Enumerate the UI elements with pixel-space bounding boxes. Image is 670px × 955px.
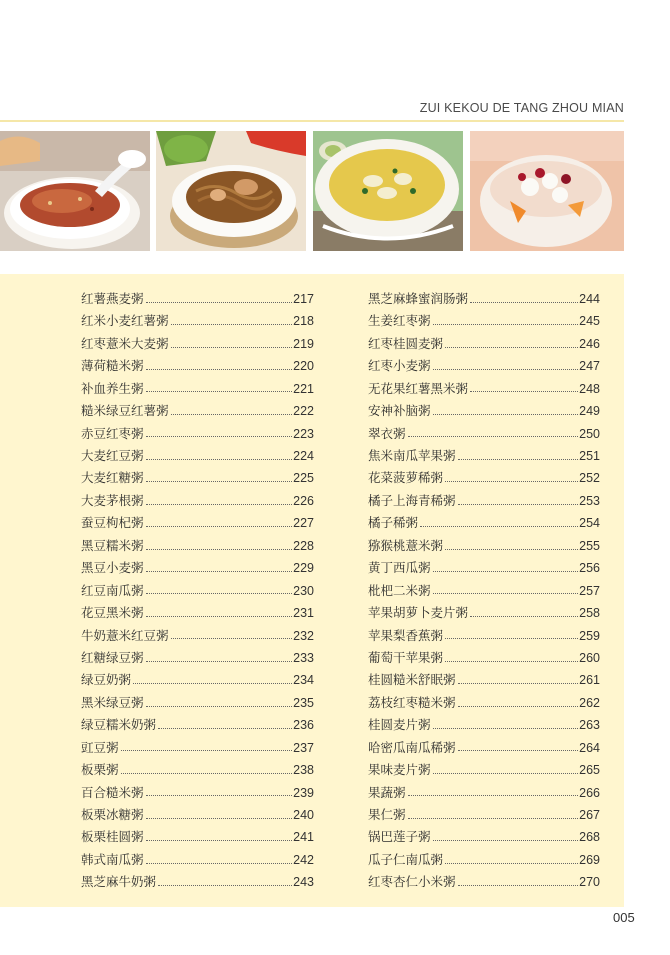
- toc-entry-title: 花菜菠萝稀粥: [368, 470, 444, 486]
- toc-entry[interactable]: [368, 355, 600, 377]
- toc-entry-page: 235: [293, 695, 314, 710]
- toc-entry[interactable]: [368, 288, 600, 310]
- toc-entry[interactable]: [81, 310, 314, 332]
- toc-entry[interactable]: [81, 423, 314, 445]
- toc-entry[interactable]: [368, 333, 600, 355]
- dot-leader: [146, 616, 293, 617]
- toc-entry-page: 236: [293, 718, 314, 733]
- dot-leader: [445, 863, 578, 864]
- dot-leader: [146, 526, 293, 527]
- dot-leader: [433, 728, 579, 729]
- toc-entry-page: 254: [579, 516, 600, 531]
- toc-entry-page: 263: [579, 718, 600, 733]
- toc-entry[interactable]: [368, 557, 600, 579]
- toc-entry-title: 黑米绿豆粥: [81, 694, 144, 710]
- toc-entry[interactable]: [81, 557, 314, 579]
- dot-leader: [146, 818, 293, 819]
- dot-leader: [171, 324, 293, 325]
- toc-entry-page: 217: [293, 291, 314, 306]
- toc-entry-page: 231: [293, 606, 314, 621]
- page-number: 005: [613, 910, 635, 925]
- dot-leader: [433, 414, 579, 415]
- dot-leader: [458, 504, 579, 505]
- toc-entry-page: 245: [579, 314, 600, 329]
- running-header-title: ZUI KEKOU DE TANG ZHOU MIAN: [419, 101, 624, 115]
- dot-leader: [146, 391, 293, 392]
- toc-entry[interactable]: [368, 669, 600, 691]
- toc-entry-title: 生姜红枣粥: [368, 313, 431, 329]
- toc-entry-page: 246: [579, 336, 600, 351]
- toc-entry-title: 百合糙米粥: [81, 784, 144, 800]
- toc-entry-page: 264: [579, 740, 600, 755]
- toc-entry[interactable]: [81, 737, 314, 759]
- dot-leader: [470, 616, 578, 617]
- toc-entry-title: 牛奶薏米红豆粥: [81, 627, 169, 643]
- dot-leader: [433, 324, 579, 325]
- toc-entry[interactable]: [81, 827, 314, 849]
- toc-entry-page: 257: [579, 583, 600, 598]
- toc-entry-title: 苹果梨香蕉粥: [368, 627, 444, 643]
- dot-leader: [146, 504, 293, 505]
- fruit-dessert-bowl-photo: [470, 131, 624, 251]
- toc-entry[interactable]: [81, 602, 314, 624]
- toc-entry[interactable]: [368, 759, 600, 781]
- toc-entry-title: 红枣小麦粥: [368, 358, 431, 374]
- toc-entry-title: 猕猴桃薏米粥: [368, 537, 444, 553]
- toc-entry-page: 270: [579, 875, 600, 890]
- toc-entry[interactable]: [368, 602, 600, 624]
- toc-entry[interactable]: [81, 535, 314, 557]
- toc-entry-page: 221: [293, 381, 314, 396]
- dot-leader: [121, 773, 293, 774]
- dot-leader: [146, 863, 293, 864]
- toc-entry-title: 绿豆奶粥: [81, 672, 132, 688]
- toc-entry[interactable]: [81, 669, 314, 691]
- toc-entry[interactable]: [368, 378, 600, 400]
- toc-entry-page: 238: [293, 763, 314, 778]
- toc-entry[interactable]: [368, 423, 600, 445]
- toc-entry-page: 240: [293, 808, 314, 823]
- toc-entry-title: 橘子上海青稀粥: [368, 492, 456, 508]
- toc-entry-title: 哈密瓜南瓜稀粥: [368, 739, 456, 755]
- toc-entry[interactable]: [368, 692, 600, 714]
- toc-entry[interactable]: [368, 804, 600, 826]
- dot-leader: [133, 683, 292, 684]
- toc-entry[interactable]: [81, 490, 314, 512]
- toc-entry-page: 242: [293, 852, 314, 867]
- toc-entry[interactable]: [368, 535, 600, 557]
- toc-entry-title: 锅巴莲子粥: [368, 829, 431, 845]
- toc-entry-title: 红薯燕麦粥: [81, 290, 144, 306]
- toc-entry-title: 苹果胡萝卜麦片粥: [368, 605, 469, 621]
- dot-leader: [433, 773, 579, 774]
- toc-entry-title: 安神补脑粥: [368, 403, 431, 419]
- toc-entry-title: 果仁粥: [368, 807, 406, 823]
- toc-entry-title: 枇杷二米粥: [368, 582, 431, 598]
- toc-entry[interactable]: [81, 468, 314, 490]
- toc-entry-title: 红枣杏仁小米粥: [368, 874, 456, 890]
- toc-entry-page: 247: [579, 359, 600, 374]
- toc-entry-title: 黑芝麻牛奶粥: [81, 874, 157, 890]
- dot-leader: [458, 885, 579, 886]
- toc-entry[interactable]: [368, 647, 600, 669]
- toc-entry-title: 翠衣粥: [368, 425, 406, 441]
- toc-entry[interactable]: [81, 400, 314, 422]
- toc-entry[interactable]: [81, 849, 314, 871]
- toc-entry-page: 253: [579, 493, 600, 508]
- toc-entry-page: 251: [579, 449, 600, 464]
- toc-entry-title: 红枣桂圆麦粥: [368, 335, 444, 351]
- dot-leader: [146, 369, 293, 370]
- toc-entry-page: 241: [293, 830, 314, 845]
- toc-entry-title: 豇豆粥: [81, 739, 119, 755]
- toc-entry[interactable]: [81, 625, 314, 647]
- dot-leader: [171, 638, 293, 639]
- toc-entry-title: 红枣薏米大麦粥: [81, 335, 169, 351]
- toc-entry-page: 222: [293, 404, 314, 419]
- dot-leader: [146, 459, 293, 460]
- dot-leader: [171, 414, 293, 415]
- dot-leader: [433, 840, 579, 841]
- toc-entry-title: 板栗桂圆粥: [81, 829, 144, 845]
- photo-strip: [0, 131, 624, 251]
- toc-entry-page: 250: [579, 426, 600, 441]
- dot-leader: [445, 549, 578, 550]
- toc-entry-title: 绿豆糯米奶粥: [81, 717, 157, 733]
- toc-entry-title: 补血养生粥: [81, 380, 144, 396]
- toc-entry[interactable]: [368, 625, 600, 647]
- toc-entry-title: 无花果红薯黑米粥: [368, 380, 469, 396]
- toc-entry[interactable]: [81, 647, 314, 669]
- toc-right-column: [368, 288, 600, 894]
- toc-entry-page: 249: [579, 404, 600, 419]
- toc-entry-title: 大麦红豆粥: [81, 448, 144, 464]
- toc-entry-title: 黄丁西瓜粥: [368, 560, 431, 576]
- toc-entry-title: 红豆南瓜粥: [81, 582, 144, 598]
- toc-entry-page: 244: [579, 291, 600, 306]
- dot-leader: [458, 459, 579, 460]
- toc-entry-page: 259: [579, 628, 600, 643]
- toc-entry-title: 花豆黑米粥: [81, 605, 144, 621]
- toc-entry-page: 237: [293, 740, 314, 755]
- toc-entry[interactable]: [81, 714, 314, 736]
- dot-leader: [433, 369, 579, 370]
- toc-entry-title: 葡萄干苹果粥: [368, 649, 444, 665]
- toc-entry-page: 229: [293, 561, 314, 576]
- toc-entry[interactable]: [81, 288, 314, 310]
- toc-entry[interactable]: [368, 827, 600, 849]
- dot-leader: [146, 481, 293, 482]
- dot-leader: [445, 661, 578, 662]
- toc-entry-page: 224: [293, 449, 314, 464]
- dot-leader: [433, 593, 579, 594]
- toc-entry[interactable]: [81, 333, 314, 355]
- toc-entry-title: 黑豆糯米粥: [81, 537, 144, 553]
- toc-entry-title: 红糖绿豆粥: [81, 649, 144, 665]
- table-of-contents-panel: [0, 274, 624, 907]
- toc-entry-title: 韩式南瓜粥: [81, 851, 144, 867]
- dot-leader: [458, 683, 579, 684]
- toc-entry-page: 234: [293, 673, 314, 688]
- dot-leader: [433, 571, 579, 572]
- toc-entry-page: 266: [579, 785, 600, 800]
- toc-entry-page: 243: [293, 875, 314, 890]
- toc-entry[interactable]: [81, 782, 314, 804]
- dot-leader: [146, 795, 293, 796]
- toc-entry-title: 橘子稀粥: [368, 515, 419, 531]
- toc-entry[interactable]: [368, 512, 600, 534]
- toc-entry-title: 荔枝红枣糙米粥: [368, 694, 456, 710]
- toc-entry-page: 230: [293, 583, 314, 598]
- dot-leader: [420, 526, 578, 527]
- toc-entry-page: 258: [579, 606, 600, 621]
- toc-entry-title: 薄荷糙米粥: [81, 358, 144, 374]
- toc-entry[interactable]: [368, 849, 600, 871]
- toc-entry-title: 大麦红糖粥: [81, 470, 144, 486]
- toc-entry-page: 248: [579, 381, 600, 396]
- dot-leader: [408, 436, 579, 437]
- toc-entry[interactable]: [368, 871, 600, 893]
- dot-leader: [470, 302, 578, 303]
- toc-entry-page: 227: [293, 516, 314, 531]
- toc-entry-page: 223: [293, 426, 314, 441]
- toc-entry-page: 228: [293, 538, 314, 553]
- toc-entry-page: 218: [293, 314, 314, 329]
- toc-entry-title: 黑豆小麦粥: [81, 560, 144, 576]
- dot-leader: [121, 750, 293, 751]
- toc-entry[interactable]: [368, 782, 600, 804]
- dot-leader: [458, 706, 579, 707]
- toc-entry-page: 226: [293, 493, 314, 508]
- minced-meat-porridge-photo: [0, 131, 150, 251]
- dot-leader: [458, 750, 579, 751]
- toc-entry-page: 267: [579, 808, 600, 823]
- dot-leader: [470, 391, 578, 392]
- dot-leader: [146, 549, 293, 550]
- toc-left-column: [81, 288, 314, 894]
- toc-entry[interactable]: [81, 759, 314, 781]
- toc-entry[interactable]: [81, 580, 314, 602]
- toc-entry-page: 225: [293, 471, 314, 486]
- toc-entry-page: 220: [293, 359, 314, 374]
- dot-leader: [445, 638, 578, 639]
- toc-entry-title: 桂圆麦片粥: [368, 717, 431, 733]
- toc-entry-title: 红米小麦红薯粥: [81, 313, 169, 329]
- dot-leader: [146, 302, 293, 303]
- dot-leader: [171, 347, 293, 348]
- egg-drop-soup-photo: [313, 131, 463, 251]
- toc-entry[interactable]: [81, 871, 314, 893]
- toc-entry-page: 255: [579, 538, 600, 553]
- toc-entry[interactable]: [368, 490, 600, 512]
- toc-entry-title: 桂圆糙米舒眠粥: [368, 672, 456, 688]
- toc-entry-page: 261: [579, 673, 600, 688]
- toc-entry-title: 果味麦片粥: [368, 762, 431, 778]
- dot-leader: [146, 571, 293, 572]
- dot-leader: [408, 795, 579, 796]
- toc-entry-title: 果蔬粥: [368, 784, 406, 800]
- toc-entry-page: 252: [579, 471, 600, 486]
- dot-leader: [408, 818, 579, 819]
- toc-entry-title: 瓜子仁南瓜粥: [368, 851, 444, 867]
- toc-entry-page: 268: [579, 830, 600, 845]
- toc-entry[interactable]: [368, 310, 600, 332]
- toc-entry-page: 262: [579, 695, 600, 710]
- toc-entry-page: 256: [579, 561, 600, 576]
- toc-entry-title: 蚕豆枸杞粥: [81, 515, 144, 531]
- fried-noodles-photo: [156, 131, 306, 251]
- dot-leader: [158, 885, 292, 886]
- toc-entry[interactable]: [368, 714, 600, 736]
- toc-entry-page: 269: [579, 852, 600, 867]
- header-divider: [0, 120, 624, 122]
- toc-entry[interactable]: [368, 400, 600, 422]
- toc-entry[interactable]: [81, 378, 314, 400]
- toc-entry[interactable]: [81, 692, 314, 714]
- dot-leader: [146, 706, 293, 707]
- toc-entry-page: 260: [579, 650, 600, 665]
- toc-entry[interactable]: [81, 512, 314, 534]
- toc-entry[interactable]: [81, 804, 314, 826]
- toc-entry[interactable]: [368, 580, 600, 602]
- toc-entry[interactable]: [368, 445, 600, 467]
- toc-entry-page: 219: [293, 336, 314, 351]
- toc-entry-page: 265: [579, 763, 600, 778]
- dot-leader: [445, 481, 578, 482]
- dot-leader: [146, 436, 293, 437]
- toc-entry-title: 板栗粥: [81, 762, 119, 778]
- dot-leader: [146, 840, 293, 841]
- toc-entry-title: 赤豆红枣粥: [81, 425, 144, 441]
- toc-entry-title: 板栗冰糖粥: [81, 807, 144, 823]
- dot-leader: [445, 347, 578, 348]
- toc-entry-title: 大麦茅根粥: [81, 492, 144, 508]
- dot-leader: [158, 728, 292, 729]
- dot-leader: [146, 593, 293, 594]
- toc-entry[interactable]: [368, 468, 600, 490]
- toc-entry-title: 糙米绿豆红薯粥: [81, 403, 169, 419]
- toc-entry-page: 239: [293, 785, 314, 800]
- dot-leader: [146, 661, 293, 662]
- toc-entry-title: 黑芝麻蜂蜜润肠粥: [368, 290, 469, 306]
- toc-entry[interactable]: [368, 737, 600, 759]
- toc-entry[interactable]: [81, 445, 314, 467]
- toc-entry-title: 焦米南瓜苹果粥: [368, 448, 456, 464]
- toc-entry[interactable]: [81, 355, 314, 377]
- toc-entry-page: 233: [293, 650, 314, 665]
- toc-entry-page: 232: [293, 628, 314, 643]
